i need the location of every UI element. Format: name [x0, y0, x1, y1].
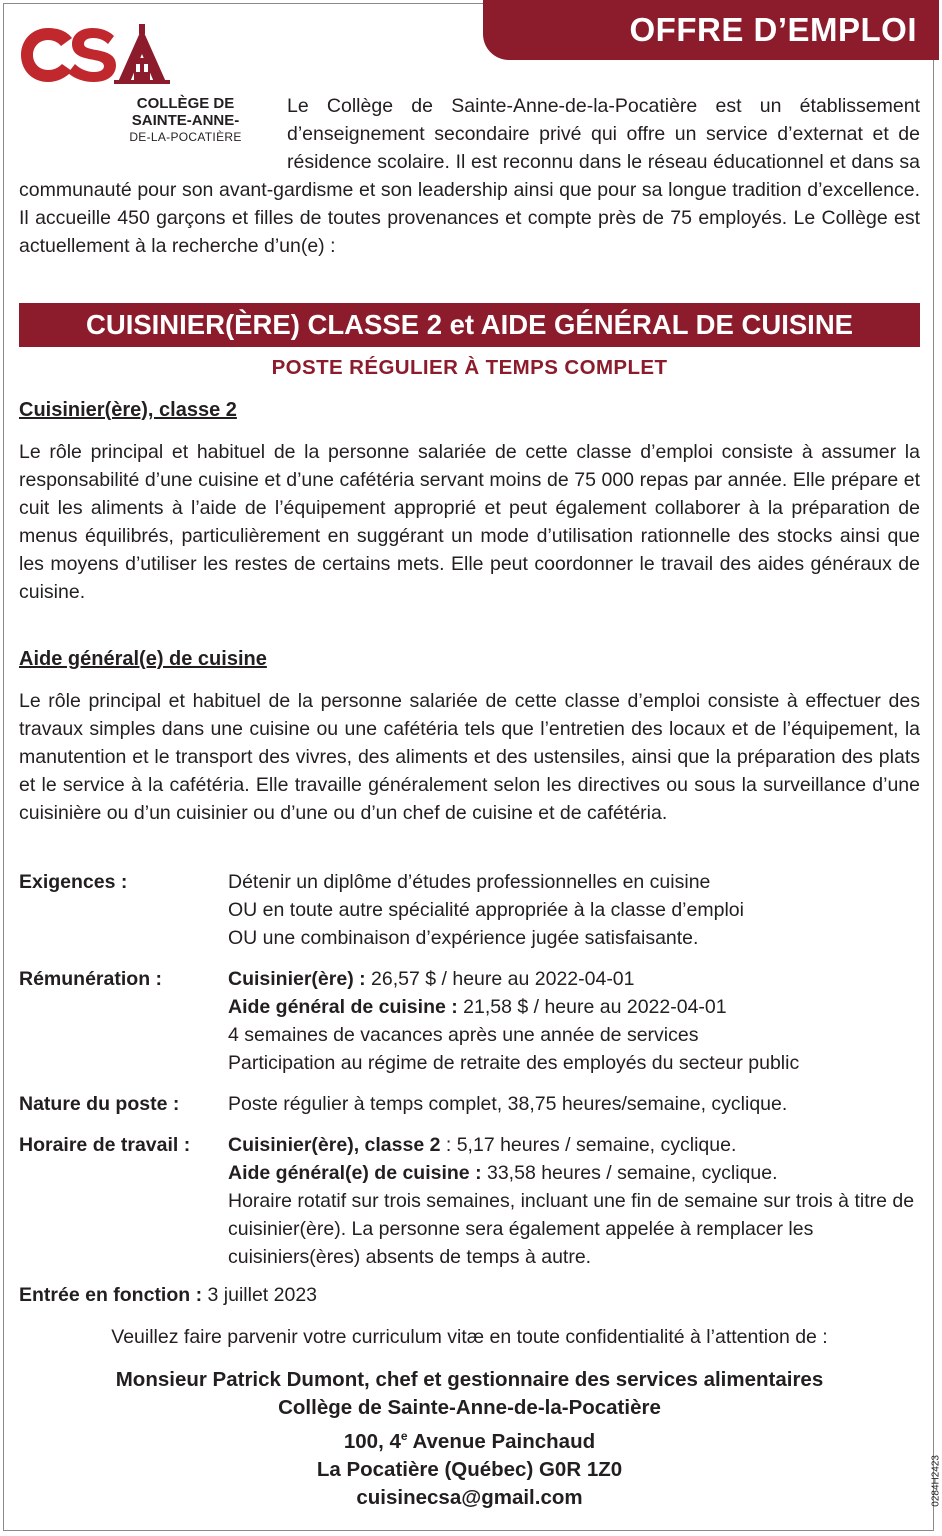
contact-email[interactable]: cuisinecsa@gmail.com: [356, 1485, 583, 1509]
offer-banner: [483, 0, 939, 60]
logo-line-1: COLLÈGE DE: [136, 95, 235, 112]
nature-value: [228, 1090, 920, 1118]
schedule-cook-value: : 5,17 heures / semaine, cyclique.: [440, 1134, 737, 1156]
schedule-cook-line: [228, 1131, 920, 1159]
csa-logo-mark: [18, 22, 178, 92]
contact-block: [19, 1366, 920, 1512]
start-label: Entrée en fonction :: [19, 1284, 203, 1306]
section-text-cook: Le rôle principal et habituel de la personne salariée de cette classe d’emploi consiste à assumer la responsabilité d’une cuisine et d’une cafétéria servant moins de 75 000 repas par année. Elle prépare et cuit les aliments à l’aide de l’équipement approprié et peut également collaborer à la préparation de menus équilibrés, particulièrement en suggérant un mode d’utilisation rationnelle des stocks ainsi que les moyens d’utiliser les restes de certains mets. Elle peut coordonner le travail des aides généraux de cuisine.: [19, 441, 920, 603]
start-line: [19, 1284, 317, 1307]
schedule-label: Horaire de travail :: [19, 1134, 191, 1156]
pay-pension-line: Participation au régime de retraite des employés du secteur public: [228, 1052, 800, 1074]
banner-title: OFFRE D’EMPLOI: [629, 11, 917, 48]
requirements-values: [228, 868, 920, 952]
pay-label: Rémunération :: [19, 968, 163, 990]
pay-vacation-line: 4 semaines de vacances après une année de services: [228, 1024, 699, 1046]
intro-paragraph: [19, 92, 920, 260]
schedule-aide-line: [228, 1159, 920, 1187]
requirement-line: Détenir un diplôme d’études professionnelles en cuisine: [228, 871, 711, 893]
start-value: 3 juillet 2023: [202, 1284, 318, 1306]
logo-line-3: DE-LA-POCATIÈRE: [129, 130, 242, 144]
apply-instructions: Veuillez faire parvenir votre curriculum vitæ en toute confidentialité à l’attention de :: [111, 1326, 828, 1348]
pay-aide-line: [228, 993, 920, 1021]
street-ordinal: e: [400, 1429, 408, 1443]
schedule-aide-label: Aide général(e) de cuisine :: [228, 1162, 482, 1184]
contact-institution: Collège de Sainte-Anne-de-la-Pocatière: [278, 1396, 661, 1419]
pay-aide-label: Aide général de cuisine :: [228, 996, 458, 1018]
requirements-label: Exigences :: [19, 871, 128, 893]
logo-line-2: SAINTE-ANNE-: [131, 112, 240, 129]
schedule-cook-label: Cuisinier(ère), classe 2: [228, 1134, 441, 1156]
pay-cook-line: [228, 965, 920, 993]
ad-code: 0284H2423: [931, 1455, 942, 1507]
section-text-aide: Le rôle principal et habituel de la personne salariée de cette classe d’emploi consiste à effectuer des travaux simples dans une cuisine ou une cafétéria tels que l’entretien des locaux et de l’équipement, la manutention et le transport des vivres, des aliments et des ustensiles, ainsi que la préparation des plats et le service à la cafétéria. Elle travaille généralement selon les directives ou sous la surveillance d’une cuisinière ou d’un cuisinier ou d’une ou d’un chef de cuisine et de cafétéria.: [19, 690, 920, 824]
pay-cook-label: Cuisinier(ère) :: [228, 968, 366, 990]
contact-name: Monsieur Patrick Dumont, chef et gestionnaire des services alimentaires: [115, 1368, 824, 1391]
nature-text: Poste régulier à temps complet, 38,75 heures/semaine, cyclique.: [228, 1093, 788, 1115]
street-number: 100, 4: [343, 1429, 401, 1453]
job-title-bar: [19, 303, 920, 347]
contact-street: [19, 1422, 920, 1456]
nature-label: Nature du poste :: [19, 1093, 180, 1115]
section-heading-aide: Aide général(e) de cuisine: [19, 648, 267, 670]
pay-aide-value: 21,58 $ / heure au 2022-04-01: [457, 996, 727, 1018]
intro-text: Le Collège de Sainte-Anne-de-la-Pocatière est un établissement d’enseignement secondaire privé qui offre un service d’externat et de résidence scolaire. Il est reconnu dans le réseau éducationnel et dans sa communauté pour son avant-gardisme et son leadership ainsi que pour sa longue tradition d’excellence. Il accueille 450 garçons et filles de toutes provenances et compte près de 75 employés. Le Collège est actuellement à la recherche d’un(e) :: [19, 95, 920, 257]
pay-values: [228, 965, 920, 1077]
job-title: CUISINIER(ÈRE) CLASSE 2 et AIDE GÉNÉRAL DE CUISINE: [85, 309, 854, 340]
street-name: Avenue Painchaud: [407, 1429, 596, 1453]
requirement-line: OU en toute autre spécialité appropriée à la classe d’emploi: [228, 899, 744, 921]
section-heading-cook: Cuisinier(ère), classe 2: [19, 399, 237, 421]
contact-city: La Pocatière (Québec) G0R 1Z0: [316, 1457, 623, 1481]
job-subtitle: POSTE RÉGULIER À TEMPS COMPLET: [271, 356, 668, 379]
schedule-values: [228, 1131, 920, 1271]
schedule-aide-value: 33,58 heures / semaine, cyclique.: [481, 1162, 778, 1184]
requirement-line: OU une combinaison d’expérience jugée satisfaisante.: [228, 927, 699, 949]
pay-cook-value: 26,57 $ / heure au 2022-04-01: [365, 968, 635, 990]
schedule-text: Horaire rotatif sur trois semaines, incluant une fin de semaine sur trois à titre de cuisinier(ère). La personne sera également appelée à remplacer les cuisiniers(ères) absents de temps à autre.: [228, 1190, 915, 1268]
